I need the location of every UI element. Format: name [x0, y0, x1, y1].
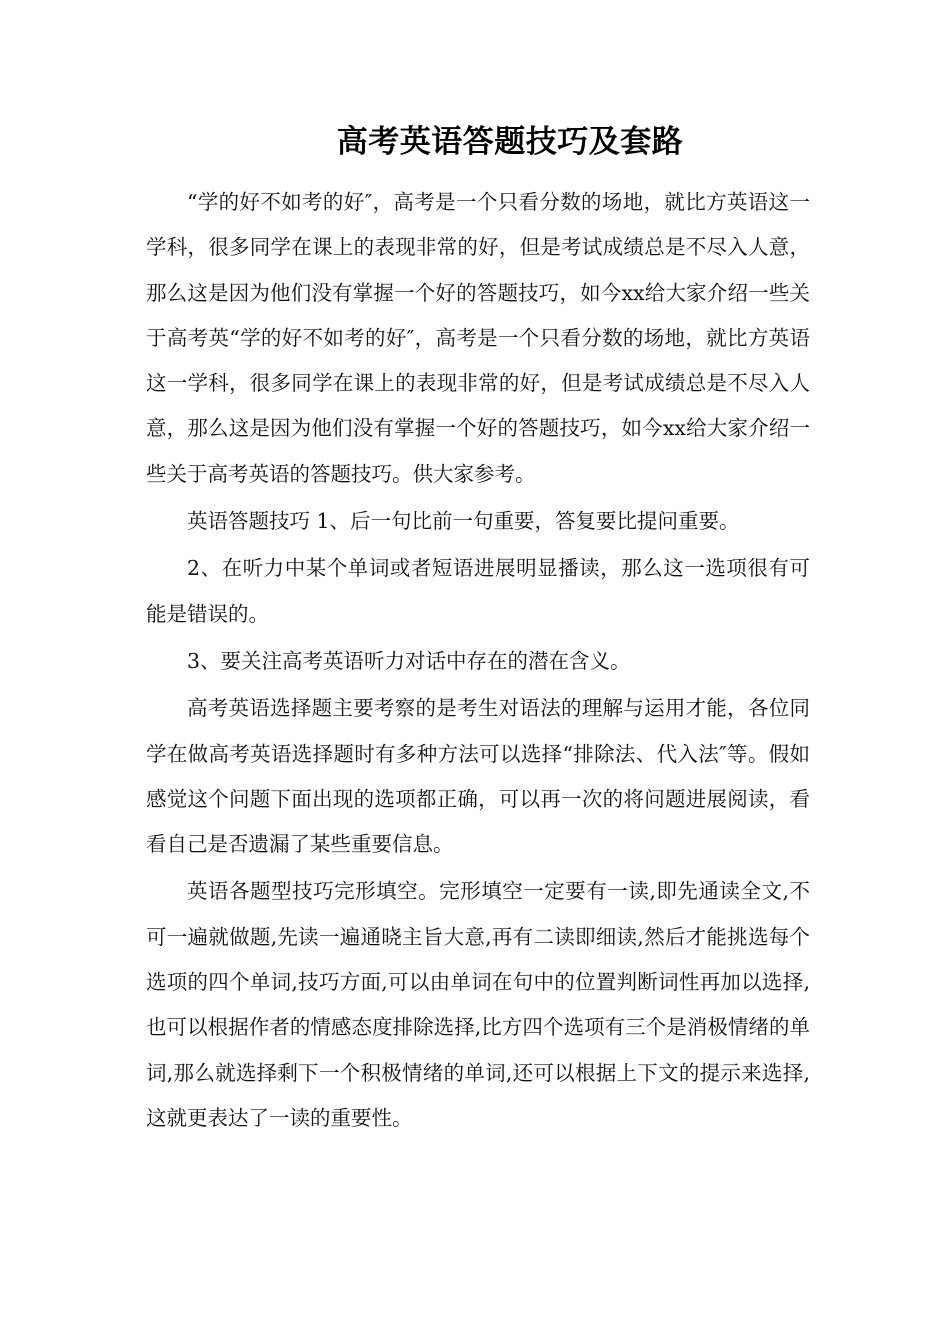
- paragraph-tip-2: 2、在听力中某个单词或者短语进展明显播读，那么这一选项很有可能是错误的。: [146, 556, 810, 626]
- paragraph-intro: “学的好不如考的好″，高考是一个只看分数的场地，就比方英语这一学科，很多同学在课上的表现非常的好，但是考试成绩总是不尽入人意，那么这是因为他们没有掌握一个好的答题技巧，如今xx给大家介绍一些关于高考英“学的好不如考的好″，高考是一个只看分数的场地，就比方英语这一学科，很多同学在课上的表现非常的好，但是考试成绩总是不尽入人意，那么这是因为他们没有掌握一个好的答题技巧，如今xx给大家介绍一些关于高考英语的答题技巧。供大家参考。: [146, 190, 810, 486]
- document-body: [146, 180, 810, 1141]
- paragraph-cloze: 英语各题型技巧完形填空。完形填空一定要有一读,即先通读全文,不可一遍就做题,先读一遍通晓主旨大意,再有二读即细读,然后才能挑选每个选项的四个单词,技巧方面,可以由单词在句中的位置判断词性再加以选择,也可以根据作者的情感态度排除选择,比方四个选项有三个是消极情绪的单词,那么就选择剩下一个积极情绪的单词,还可以根据上下文的提示来选择,这就更表达了一读的重要性。: [146, 879, 810, 1130]
- paragraph-multiple-choice: 高考英语选择题主要考察的是考生对语法的理解与运用才能，各位同学在做高考英语选择题时有多种方法可以选择“排除法、代入法″等。假如感觉这个问题下面出现的选项都正确，可以再一次的将问题进展阅读，看看自己是否遗漏了某些重要信息。: [146, 696, 810, 857]
- paragraph-tip-3: 3、要关注高考英语听力对话中存在的潜在含义。: [187, 648, 631, 673]
- document-title: 高考英语答题技巧及套路: [336, 124, 684, 160]
- paragraph-tip-1: 英语答题技巧 1、后一句比前一句重要，答复要比提问重要。: [187, 509, 740, 534]
